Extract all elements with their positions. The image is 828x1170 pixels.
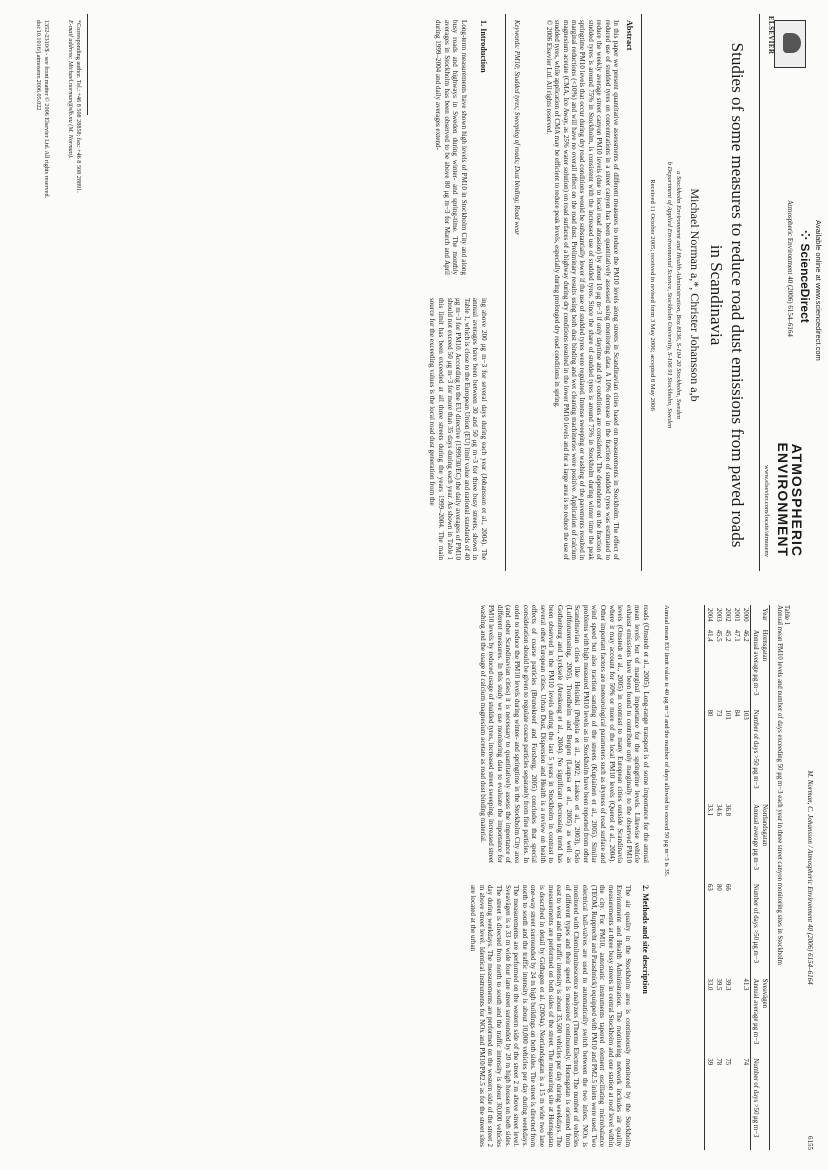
table-cell: 80 (705, 707, 715, 802)
keywords: Keywords: PM10; Studded tyres; Sweeping of roads; Dust binding; Road wear (513, 20, 520, 235)
abstract-rule-bottom (505, 14, 506, 571)
table-cell: 66 (724, 883, 731, 891)
affiliations: a Stockholm Environment and Health Administration, Box 8136, S-104 20 Stockholm, Sweden b Department of Applied Environmental Science, Stockholm University, S-106 91 Stockholm, Sweden (666, 161, 682, 429)
site-sveavagen: Sveavägen (760, 976, 770, 1150)
table-cell: 101 (724, 709, 731, 720)
abstract-rule-top (641, 14, 642, 571)
intro-column-1: Long-term measurements have shown high levels of PM10 in Stockholm City and along busy roads and highways in Sweden during winter- and spring-time. The monthly averages in Stockholm has been observed to be above 80 μg m−3 for March and April during 1999–2004 and daily averages extend- (434, 20, 468, 275)
table-cell: 84 (733, 709, 740, 717)
abstract-heading: Abstract (625, 20, 634, 51)
table-caption: Table 1 Annual mean PM10 levels and number of days exceeding 50 μg m−3 each year in three street canyon monitoring sites in Stockholm (776, 605, 790, 965)
table-cell: 34.6 (715, 804, 722, 817)
abstract-text: In this paper we present quantitative assessments of different measures to reduce the PM10 levels along streets in Scandinavian cities based on measurements in Stockholm. The effect of reduced use of studded tyres on concentrations in a street canyon has been quantitatively assessed using monitoring data. A 10% decrease in the fraction of studded tyres was estimated to reduce the weekly average street canyon PM10 levels (due to local road abrasion) by about 10 μg m−3 if only daytime and dry conditions are considered. The dependence on the fraction of studded tyres is around 75% in Stockholm, is consistent with the increased use of studded tyres. Since the share of studded tyres is around 75% in Stockholm during winter time the peak springtime PM10 levels that occur during dry road conditions would be substantially lower if the use of studded tyres were regulated. Intense sweeping or washing of the pavements resulted in marginal reductions (<10%) and will have no overall effect on the road dust. Preliminary results using both dust binding and wet cleaning machineries were positive. Application of calcium magnesium acetate (CMA, Ice Away, as 25% water solution) on road surfaces of a highway during dry conditions resulted in the lower PM10 levels and for a large area is to reduce the use of studded tyres, while application of CMA may be efficient to reduce peak levels, especially during prolonged dry road conditions in spring. © 2006 Elsevier Ltd. All rights reserved. (544, 20, 620, 560)
table-cell: 80 (715, 883, 722, 891)
table-cell: 41.4 (705, 627, 715, 707)
header-rule (759, 14, 760, 571)
table-cell: 45.5 (715, 629, 722, 642)
table-cell (741, 801, 751, 881)
table-cell: 36.8 (724, 804, 731, 817)
table-cell: 47.1 (733, 629, 740, 642)
right-column-1: roads (Omstedt et al., 2005). Long-range transport is of some importance for the annual mean levels but of marginal importance for the springtime levels. Likewise vehicle exhaust emissions have been found to contribute only marginally to the observed PM10 levels (Omstedt et al., 2005) in contrast to many European cities outside Scandinavia where it may account for 50% or more of the local PM10 levels (Querol et al., 2004). Other important factors are meteorological parameters such as dryness of road surface and wind speed but also traction sanding of the streets (Kupiainen et al., 2005). Similar problems with high measured PM10 levels as in Stockholm have been reported from other Scandinavian cities like Helsinki (Pohjola et al., 2002; Laakso et al., 2003), Oslo (Luftforurensning, 2005), Trondheim and Bergen (Laupsa et al., 2005) as well as Gothenburg and Lycksele (Areskoug et al., 2004). No significant decreasing trend has been observed in the PM10 levels during the last 5 years in Stockholm in contrast to several other European cities. Urban Dust, Dispersion and Health is a review on health effects of coarse particles (Brunekreef and Forsberg, 2005) concludes that special consideration should be given to regulate coarse particles separately from fine particles. In order to reduce the PM10 levels during winter- and springtime in the Stockholm City area (and other Scandinavian cities) it is necessary to quantitatively assess the importance of different measures. In this study we use monitoring data to evaluate the importance for PM10 levels by reduced usage of studded tyres, increased street sweeping, increased street washing and the usage of calcium magnesium acetate as road dust binding material. (478, 605, 650, 863)
table-cell (732, 1055, 741, 1150)
paper-authors: Michael Norman a,*, Christer Johansson a,b (688, 188, 702, 402)
table-cell: 2003 (715, 608, 722, 622)
elsevier-tree-logo (774, 20, 806, 68)
table-cell: 45.2 (724, 629, 731, 642)
table-cell: 41.3 (742, 978, 749, 991)
introduction-heading: 1. Introduction (479, 20, 488, 73)
table-cell (741, 881, 751, 976)
table-row (741, 605, 751, 1150)
right-column-2: The air quality in the Stockholm area is continuously monitored by the Stockholm Environment and Health Administration. The monitoring network includes air quality measurements at three busy streets in central Stockholm and one station at roof level within the city. For PM10, automatic instruments tapered element oscillating microbalance (TEOM, Rupprecht and Patashnick) equipped with PM10 and PM2.5 inlets were used. Two electrical ball-valves are used to automatically switch between the two inlets. NOx is monitored with Chemiluminescence analyzers (Thermo Electron). The number of vehicles of different types and their speed is measured continuously. Hornsgatan is oriented from east to west and the traffic intensity is about 35,500 vehicles per day during weekdays. The measurements are performed on both sides of the street. The measuring site at Hornsgatan is described in detail by Gidhagen et al. (2004a). Norrlandsgatan is a 15 m wide two lane one-way street surrounded by 24 m high buildings on both sides. The street is directed from north to south and the traffic intensity is about 10,000 vehicles per day during weekdays. The measurements are performed on the western side of the street 2 m above street level. Sveavägen is a 33 m wide four lane street surrounded by 20 m high houses on both sides. The street is directed from north to south and the traffic intensity is about 30,000 vehicles day during weekdays. The measurements are performed on the western side of the street 2 m above street level. Identical instruments for NOx and PM10/PM2.5 as for the street sites are located at the urban (469, 885, 632, 1147)
table-cell: 2004 (705, 605, 715, 627)
table-cell: 33.0 (705, 976, 715, 1056)
intro-column-2: ing above 200 μg m−3 for several days during each year (Johansson et al., 2004). The annual averages have been between 30 and 50 μg m−3 for three busy streets, shown in Table 1, which is close to the European Union (EU) limit value and national standards of 40 μg m−3 for PM10. According to the EU directive (1999/30/EC) the daily averages of PM10 should not exceed 50 μg m−3 for more than 35 days during each year. As shown in Table 1 this limit has been exceeded at all three streets during the years 1999–2004. The main source for the exceeding values is the local road dust generation from the (428, 298, 488, 560)
table-cell (732, 881, 741, 976)
table-cell: 74 (742, 1058, 749, 1066)
sciencedirect-dots-icon: ⁘ (798, 230, 812, 244)
sciencedirect-logo: ⁘ ScienceDirect (798, 230, 812, 323)
table-cell: 2002 (724, 608, 731, 622)
table-body (705, 605, 751, 1150)
table-cell: 46.2 (742, 629, 749, 642)
table-cell: 39.3 (724, 978, 731, 991)
table-cell: 78 (715, 1058, 722, 1066)
right-page (0, 585, 828, 1170)
issn-doi: 1352-2310/$ - see front matter © 2006 Elsevier Ltd. All rights reserved. doi:10.1016/j.atmosenv.2006.05.022 (35, 20, 50, 199)
pm10-table: Year Hornsgatan Norrlandsgatan Sveavägen Annual average μg m−3 Number of days >50 μg m−3 Annual average μg m−3 Number of days >50 μg m−3 Annual average μg m−3 Number of days >50 μg m−3 2000 46.2 103 41.3 74 2001 47.1 84 2002 45.2 101 36.8 66 39.3 75 2003 45.5 73 34.6 80 39.5 78 2004 41.4 80 33.1 63 33.0 39 (704, 605, 770, 1150)
paper-title: Studies of some measures to reduce road dust emissions from paved roads in Scandinavia (707, 42, 747, 548)
received-dates: Received 11 October 2005; received in revised form 3 May 2006; accepted 8 May 2006 (649, 179, 656, 411)
site-hornsgatan: Hornsgatan (760, 627, 770, 801)
table-cell: 2000 (742, 608, 749, 622)
table-cell: 39 (705, 1055, 715, 1150)
journal-name: ATMOSPHERIC ENVIRONMENT (775, 442, 805, 557)
journal-url: www.elsevier.com/locate/atmosenv (763, 465, 770, 557)
table-cell: 2001 (733, 608, 740, 622)
footnote-rule (87, 14, 88, 115)
table-cell: 39.5 (715, 978, 722, 991)
table-cell: 63 (705, 881, 715, 976)
table-cell (732, 976, 741, 1056)
table-row (732, 605, 741, 1150)
col-year: Year (760, 605, 770, 627)
table-cell: 75 (724, 1058, 731, 1066)
table-row (714, 605, 723, 1150)
journal-citation: Atmospheric Environment 40 (2006) 6154–6164 (786, 200, 794, 337)
site-norrlandsgatan: Norrlandsgatan (760, 801, 770, 975)
table-row (705, 605, 715, 1150)
available-online: Available online at www.sciencedirect.com (814, 220, 823, 361)
corresponding-author: *Corresponding author. Tel.: +46 8 508 28858; fax: +46 8 508 28891. E-mail address: Michael.norman@slb.nu (M. Norman). (67, 20, 82, 193)
running-head: M. Norman, C. Johansson / Atmospheric Environment 40 (2006) 6154–6164 (806, 770, 814, 985)
publisher-name: ELSEVIER (767, 16, 774, 55)
page-number: 6155 (806, 1136, 814, 1150)
table-note: Annual mean EU limit value is 40 μg m−3 and the number of days allowed to exceed 50 μg m−3 is 35. (663, 605, 670, 877)
methods-heading: 2. Methods and site description (641, 885, 650, 994)
table-cell (732, 801, 741, 881)
table-cell: 73 (715, 709, 722, 717)
table-row (723, 605, 732, 1150)
table-cell: 103 (742, 709, 749, 720)
table-cell: 33.1 (705, 801, 715, 881)
